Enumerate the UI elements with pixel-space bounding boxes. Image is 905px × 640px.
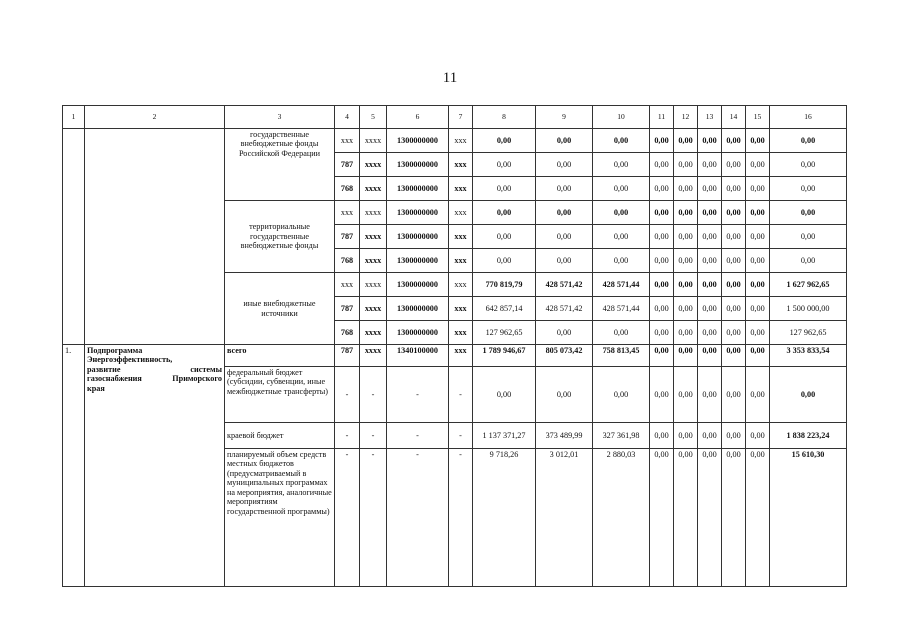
cell: 0,00	[746, 297, 770, 321]
cell: 1 789 946,67	[473, 345, 536, 367]
cell: 770 819,79	[473, 273, 536, 297]
cell: 1300000000	[387, 225, 449, 249]
cell: 0,00	[593, 129, 650, 153]
page-number: 11	[442, 70, 458, 86]
header-cell: 13	[698, 106, 722, 129]
header-cell: 6	[387, 106, 449, 129]
cell: 1340100000	[387, 345, 449, 367]
cell: 1300000000	[387, 129, 449, 153]
funding-source-cell: планируемый объем средств местных бюджетов (предусматриваемый в муниципальных программах на мероприятия, аналогичные мероприятиям государственной программы)	[225, 449, 335, 587]
cell: 1300000000	[387, 249, 449, 273]
cell: 0,00	[674, 129, 698, 153]
cell: 0,00	[746, 449, 770, 587]
cell: хххх	[360, 345, 387, 367]
cell: хххх	[360, 201, 387, 225]
cell: 0,00	[473, 367, 536, 423]
cell: -	[360, 449, 387, 587]
cell: -	[360, 367, 387, 423]
header-cell: 3	[225, 106, 335, 129]
cell: 0,00	[473, 177, 536, 201]
cell: 0,00	[722, 201, 746, 225]
table-row	[63, 129, 847, 153]
cell: 0,00	[674, 423, 698, 449]
cell: 0,00	[674, 297, 698, 321]
header-cell: 7	[449, 106, 473, 129]
header-cell: 8	[473, 106, 536, 129]
cell: -	[387, 449, 449, 587]
cell: 327 361,98	[593, 423, 650, 449]
cell: 0,00	[650, 297, 674, 321]
cell: -	[449, 423, 473, 449]
cell: хххх	[360, 321, 387, 345]
cell: 0,00	[722, 449, 746, 587]
cell: 0,00	[698, 367, 722, 423]
cell: 0,00	[698, 201, 722, 225]
cell: 1300000000	[387, 201, 449, 225]
cell: 0,00	[536, 129, 593, 153]
cell: 0,00	[650, 321, 674, 345]
cell: 0,00	[674, 321, 698, 345]
cell: ххх	[449, 129, 473, 153]
cell: 428 571,44	[593, 297, 650, 321]
funding-source-cell: государственные внебюджетные фонды Российской Федерации	[225, 129, 335, 201]
cell: -	[360, 423, 387, 449]
cell: 0,00	[770, 201, 847, 225]
header-cell: 11	[650, 106, 674, 129]
cell: ххх	[449, 321, 473, 345]
cell: 787	[335, 225, 360, 249]
cell: -	[335, 367, 360, 423]
cell: 0,00	[722, 345, 746, 367]
cell: 0,00	[722, 153, 746, 177]
cell: 3 353 833,54	[770, 345, 847, 367]
cell: 0,00	[674, 367, 698, 423]
cell: 0,00	[650, 153, 674, 177]
cell: 0,00	[593, 249, 650, 273]
cell: хххх	[360, 153, 387, 177]
cell: 1300000000	[387, 297, 449, 321]
funding-source-cell: всего	[225, 345, 335, 367]
cell: 0,00	[473, 153, 536, 177]
cell: 0,00	[746, 201, 770, 225]
subprogram-name-line: газоснабжения Приморского	[87, 374, 222, 384]
cell: хххх	[360, 129, 387, 153]
cell: 0,00	[746, 177, 770, 201]
cell: 0,00	[536, 153, 593, 177]
cell: 0,00	[473, 225, 536, 249]
cell: -	[449, 367, 473, 423]
cell: 0,00	[698, 297, 722, 321]
cell: 0,00	[746, 249, 770, 273]
cell: 768	[335, 321, 360, 345]
cell: 0,00	[746, 153, 770, 177]
cell: 787	[335, 297, 360, 321]
header-cell: 16	[770, 106, 847, 129]
cell: 0,00	[536, 225, 593, 249]
cell: 0,00	[722, 321, 746, 345]
header-row	[63, 106, 847, 129]
cell: 1 838 223,24	[770, 423, 847, 449]
cell: 1300000000	[387, 273, 449, 297]
cell: 0,00	[593, 177, 650, 201]
cell: -	[449, 449, 473, 587]
budget-table	[62, 105, 847, 587]
cell: 0,00	[650, 129, 674, 153]
cell: 0,00	[770, 129, 847, 153]
subprogram-name	[85, 345, 225, 587]
cell: 0,00	[746, 345, 770, 367]
cell: 0,00	[674, 153, 698, 177]
cell: ххх	[449, 273, 473, 297]
table-row	[63, 345, 847, 367]
cell: 0,00	[722, 367, 746, 423]
cell: ххх	[449, 201, 473, 225]
cell: 0,00	[674, 249, 698, 273]
cell: 0,00	[722, 225, 746, 249]
header-cell: 12	[674, 106, 698, 129]
cell: 0,00	[536, 321, 593, 345]
cell: 0,00	[746, 129, 770, 153]
cell: ххх	[449, 177, 473, 201]
header-cell: 15	[746, 106, 770, 129]
cell: 805 073,42	[536, 345, 593, 367]
cell: 0,00	[746, 273, 770, 297]
cell: ххх	[335, 273, 360, 297]
cell: 0,00	[698, 177, 722, 201]
cell: 0,00	[698, 273, 722, 297]
cell: 1300000000	[387, 177, 449, 201]
cell: ххх	[335, 201, 360, 225]
cell: ххх	[449, 153, 473, 177]
cell: 0,00	[722, 249, 746, 273]
cell: 0,00	[650, 367, 674, 423]
cell: 0,00	[698, 153, 722, 177]
funding-source-cell: краевой бюджет	[225, 423, 335, 449]
cell: 1300000000	[387, 321, 449, 345]
cell: ххх	[449, 249, 473, 273]
cell: хххх	[360, 273, 387, 297]
cell: 0,00	[698, 249, 722, 273]
cell: 0,00	[674, 225, 698, 249]
cell: 0,00	[674, 345, 698, 367]
cell: 127 962,65	[473, 321, 536, 345]
continuation-num-cell	[63, 129, 85, 345]
cell: 0,00	[593, 321, 650, 345]
cell: 0,00	[698, 129, 722, 153]
cell: 9 718,26	[473, 449, 536, 587]
cell: 0,00	[746, 367, 770, 423]
cell: 0,00	[536, 177, 593, 201]
cell: хххх	[360, 177, 387, 201]
cell: 0,00	[650, 345, 674, 367]
cell: 0,00	[770, 367, 847, 423]
header-cell: 1	[63, 106, 85, 129]
cell: 0,00	[698, 345, 722, 367]
cell: 0,00	[698, 449, 722, 587]
cell: 3 012,01	[536, 449, 593, 587]
header-cell: 5	[360, 106, 387, 129]
cell: 1300000000	[387, 153, 449, 177]
cell: 0,00	[770, 249, 847, 273]
cell: 0,00	[473, 129, 536, 153]
cell: 0,00	[722, 423, 746, 449]
header-cell: 2	[85, 106, 225, 129]
subprogram-name-line: Энергоэффективность,	[87, 355, 173, 365]
cell: 373 489,99	[536, 423, 593, 449]
subprogram-name-line: Подпрограмма	[87, 346, 143, 355]
cell: 0,00	[650, 225, 674, 249]
cell: 0,00	[746, 225, 770, 249]
cell: -	[335, 423, 360, 449]
cell: 1 500 000,00	[770, 297, 847, 321]
funding-source-cell: территориальные государственные внебюджетные фонды	[225, 201, 335, 273]
cell: 0,00	[722, 273, 746, 297]
cell: 0,00	[650, 423, 674, 449]
cell: 0,00	[473, 249, 536, 273]
cell: 0,00	[722, 129, 746, 153]
cell: 0,00	[536, 367, 593, 423]
funding-source-cell: федеральный бюджет (субсидии, субвенции, иные межбюджетные трансферты)	[225, 367, 335, 423]
subprogram-name-line: развитие системы	[87, 364, 222, 374]
cell: хххх	[360, 249, 387, 273]
cell: 0,00	[593, 201, 650, 225]
cell: 0,00	[650, 249, 674, 273]
cell: 642 857,14	[473, 297, 536, 321]
cell: 0,00	[650, 449, 674, 587]
cell: 0,00	[698, 321, 722, 345]
cell: 2 880,03	[593, 449, 650, 587]
header-cell: 4	[335, 106, 360, 129]
cell: 0,00	[650, 177, 674, 201]
cell: 1 137 371,27	[473, 423, 536, 449]
cell: хххх	[360, 225, 387, 249]
cell: 0,00	[698, 225, 722, 249]
cell: 0,00	[746, 423, 770, 449]
cell: 0,00	[593, 153, 650, 177]
cell: 0,00	[536, 201, 593, 225]
cell: 0,00	[770, 225, 847, 249]
cell: -	[387, 367, 449, 423]
cell: 428 571,44	[593, 273, 650, 297]
cell: 0,00	[674, 201, 698, 225]
cell: 0,00	[473, 201, 536, 225]
cell: 0,00	[770, 153, 847, 177]
continuation-name-cell	[85, 129, 225, 345]
cell: 0,00	[674, 177, 698, 201]
cell: 0,00	[536, 249, 593, 273]
funding-source-cell: иные внебюджетные источники	[225, 273, 335, 345]
cell: ххх	[449, 345, 473, 367]
cell: 428 571,42	[536, 297, 593, 321]
cell: -	[387, 423, 449, 449]
cell: ххх	[449, 297, 473, 321]
header-cell: 14	[722, 106, 746, 129]
cell: 0,00	[698, 423, 722, 449]
cell: 787	[335, 345, 360, 367]
cell: ххх	[335, 129, 360, 153]
cell: 0,00	[722, 297, 746, 321]
cell: 1 627 962,65	[770, 273, 847, 297]
cell: 0,00	[650, 273, 674, 297]
cell: 0,00	[593, 367, 650, 423]
cell: 787	[335, 153, 360, 177]
cell: 0,00	[770, 177, 847, 201]
cell: 0,00	[650, 201, 674, 225]
header-cell: 9	[536, 106, 593, 129]
cell: 0,00	[722, 177, 746, 201]
cell: ххх	[449, 225, 473, 249]
cell: 0,00	[746, 321, 770, 345]
cell: 0,00	[593, 225, 650, 249]
cell: 127 962,65	[770, 321, 847, 345]
cell: 428 571,42	[536, 273, 593, 297]
cell: 768	[335, 177, 360, 201]
header-cell: 10	[593, 106, 650, 129]
cell: хххх	[360, 297, 387, 321]
cell: 0,00	[674, 273, 698, 297]
cell: 15 610,30	[770, 449, 847, 587]
cell: 768	[335, 249, 360, 273]
cell: -	[335, 449, 360, 587]
cell: 758 813,45	[593, 345, 650, 367]
cell: 0,00	[674, 449, 698, 587]
subprogram-name-line: края	[87, 383, 105, 393]
subprogram-number: 1.	[63, 345, 85, 587]
